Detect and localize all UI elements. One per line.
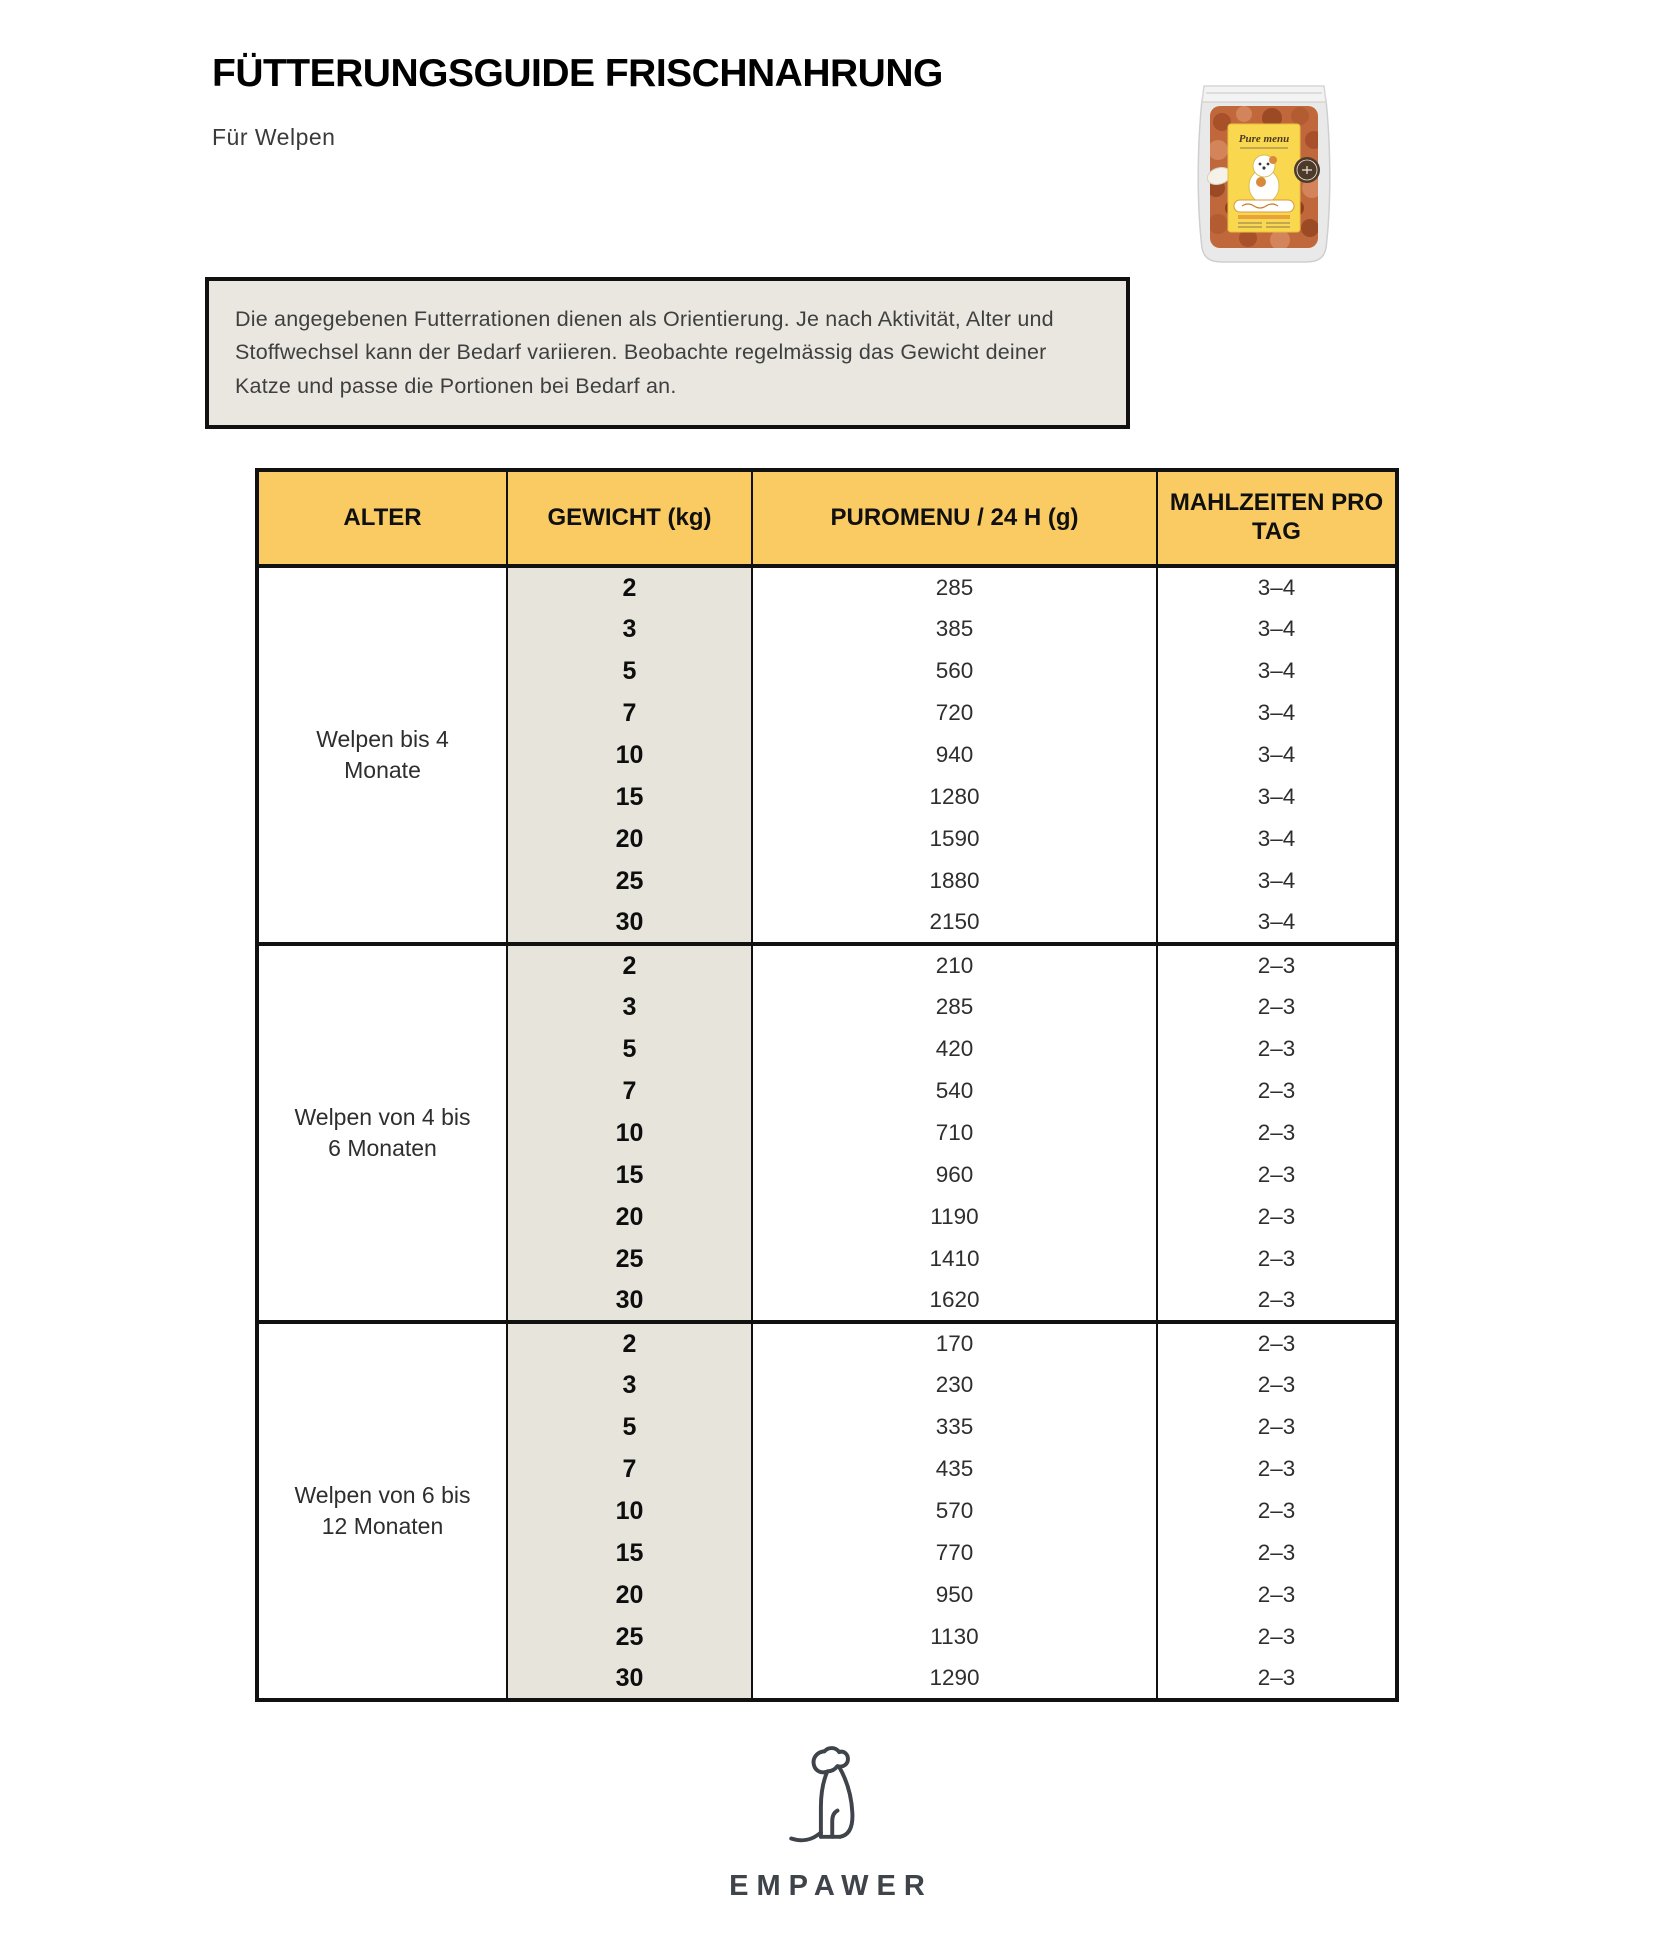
page-subtitle: Für Welpen	[212, 124, 336, 150]
weight-cell: 7	[507, 1448, 752, 1490]
weight-cell: 15	[507, 1532, 752, 1574]
amount-cell: 170	[752, 1322, 1157, 1364]
meals-cell: 2–3	[1157, 1658, 1397, 1700]
meals-cell: 2–3	[1157, 1070, 1397, 1112]
amount-cell: 950	[752, 1574, 1157, 1616]
amount-cell: 230	[752, 1364, 1157, 1406]
meals-cell: 3–4	[1157, 902, 1397, 944]
meals-cell: 3–4	[1157, 692, 1397, 734]
table-row	[257, 944, 1397, 986]
weight-cell: 20	[507, 818, 752, 860]
meals-cell: 2–3	[1157, 1028, 1397, 1070]
meals-cell: 2–3	[1157, 1616, 1397, 1658]
weight-cell: 20	[507, 1196, 752, 1238]
weight-cell: 3	[507, 608, 752, 650]
weight-cell: 3	[507, 1364, 752, 1406]
weight-cell: 2	[507, 566, 752, 608]
column-header: ALTER	[257, 470, 507, 566]
amount-cell: 1410	[752, 1238, 1157, 1280]
meals-cell: 2–3	[1157, 1448, 1397, 1490]
weight-cell: 15	[507, 776, 752, 818]
amount-cell: 560	[752, 650, 1157, 692]
feeding-table-wrap	[255, 468, 1395, 1702]
meals-cell: 2–3	[1157, 1196, 1397, 1238]
weight-cell: 10	[507, 734, 752, 776]
meals-cell: 2–3	[1157, 944, 1397, 986]
meals-cell: 2–3	[1157, 1490, 1397, 1532]
column-header: MAHLZEITEN PRO TAG	[1157, 470, 1397, 566]
meals-cell: 2–3	[1157, 1574, 1397, 1616]
amount-cell: 1130	[752, 1616, 1157, 1658]
table-row	[257, 566, 1397, 608]
meals-cell: 3–4	[1157, 650, 1397, 692]
meals-cell: 2–3	[1157, 1532, 1397, 1574]
weight-cell: 30	[507, 1280, 752, 1322]
amount-cell: 285	[752, 986, 1157, 1028]
amount-cell: 1290	[752, 1658, 1157, 1700]
amount-cell: 2150	[752, 902, 1157, 944]
amount-cell: 435	[752, 1448, 1157, 1490]
amount-cell: 960	[752, 1154, 1157, 1196]
meals-cell: 2–3	[1157, 986, 1397, 1028]
amount-cell: 385	[752, 608, 1157, 650]
amount-cell: 1880	[752, 860, 1157, 902]
dog-logo-icon	[779, 1742, 875, 1860]
meals-cell: 2–3	[1157, 1406, 1397, 1448]
amount-cell: 1620	[752, 1280, 1157, 1322]
age-group-label: Welpen von 4 bis 6 Monaten	[257, 944, 507, 1322]
meals-cell: 3–4	[1157, 734, 1397, 776]
amount-cell: 570	[752, 1490, 1157, 1532]
weight-cell: 25	[507, 1616, 752, 1658]
meals-cell: 3–4	[1157, 776, 1397, 818]
amount-cell: 1590	[752, 818, 1157, 860]
amount-cell: 710	[752, 1112, 1157, 1154]
age-group-label: Welpen von 6 bis 12 Monaten	[257, 1322, 507, 1700]
note-box	[205, 277, 1130, 429]
column-header: GEWICHT (kg)	[507, 470, 752, 566]
weight-cell: 3	[507, 986, 752, 1028]
amount-cell: 1280	[752, 776, 1157, 818]
meals-cell: 3–4	[1157, 818, 1397, 860]
weight-cell: 7	[507, 1070, 752, 1112]
age-group-label: Welpen bis 4 Monate	[257, 566, 507, 944]
meals-cell: 2–3	[1157, 1322, 1397, 1364]
amount-cell: 335	[752, 1406, 1157, 1448]
weight-cell: 15	[507, 1154, 752, 1196]
title-block	[212, 52, 1192, 151]
weight-cell: 30	[507, 1658, 752, 1700]
weight-cell: 20	[507, 1574, 752, 1616]
label-dog-illustration	[1249, 155, 1279, 203]
product-photo	[1188, 78, 1340, 268]
meals-cell: 3–4	[1157, 860, 1397, 902]
meals-cell: 3–4	[1157, 608, 1397, 650]
weight-cell: 25	[507, 860, 752, 902]
amount-cell: 210	[752, 944, 1157, 986]
amount-cell: 285	[752, 566, 1157, 608]
footer-brand: EMPAWER	[729, 1870, 933, 1902]
amount-cell: 720	[752, 692, 1157, 734]
table-header-row	[257, 470, 1397, 566]
feeding-table	[255, 468, 1399, 1702]
footer	[0, 1742, 1654, 1903]
amount-cell: 1190	[752, 1196, 1157, 1238]
amount-cell: 940	[752, 734, 1157, 776]
amount-cell: 770	[752, 1532, 1157, 1574]
label-badge	[1294, 157, 1320, 183]
page-title: FÜTTERUNGSGUIDE FRISCHNAHRUNG	[212, 52, 943, 95]
meals-cell: 2–3	[1157, 1154, 1397, 1196]
table-row	[257, 1322, 1397, 1364]
amount-cell: 540	[752, 1070, 1157, 1112]
meals-cell: 2–3	[1157, 1238, 1397, 1280]
weight-cell: 7	[507, 692, 752, 734]
weight-cell: 10	[507, 1112, 752, 1154]
note-text: Die angegebenen Futterrationen dienen als Orientierung. Je nach Aktivität, Alter und Stoffwechsel kann der Bedarf variieren. Beobachte regelmässig das Gewicht deiner Katze und passe die Portionen bei Bedarf an.	[235, 307, 1054, 398]
amount-cell: 420	[752, 1028, 1157, 1070]
weight-cell: 2	[507, 944, 752, 986]
product-pouch-image	[1188, 78, 1340, 268]
meals-cell: 2–3	[1157, 1364, 1397, 1406]
weight-cell: 2	[507, 1322, 752, 1364]
weight-cell: 10	[507, 1490, 752, 1532]
weight-cell: 5	[507, 1406, 752, 1448]
weight-cell: 5	[507, 1028, 752, 1070]
product-brand-text: Pure menu	[1238, 133, 1290, 145]
column-header: PUROMENU / 24 H (g)	[752, 470, 1157, 566]
weight-cell: 25	[507, 1238, 752, 1280]
meals-cell: 2–3	[1157, 1112, 1397, 1154]
weight-cell: 5	[507, 650, 752, 692]
meals-cell: 3–4	[1157, 566, 1397, 608]
weight-cell: 30	[507, 902, 752, 944]
meals-cell: 2–3	[1157, 1280, 1397, 1322]
